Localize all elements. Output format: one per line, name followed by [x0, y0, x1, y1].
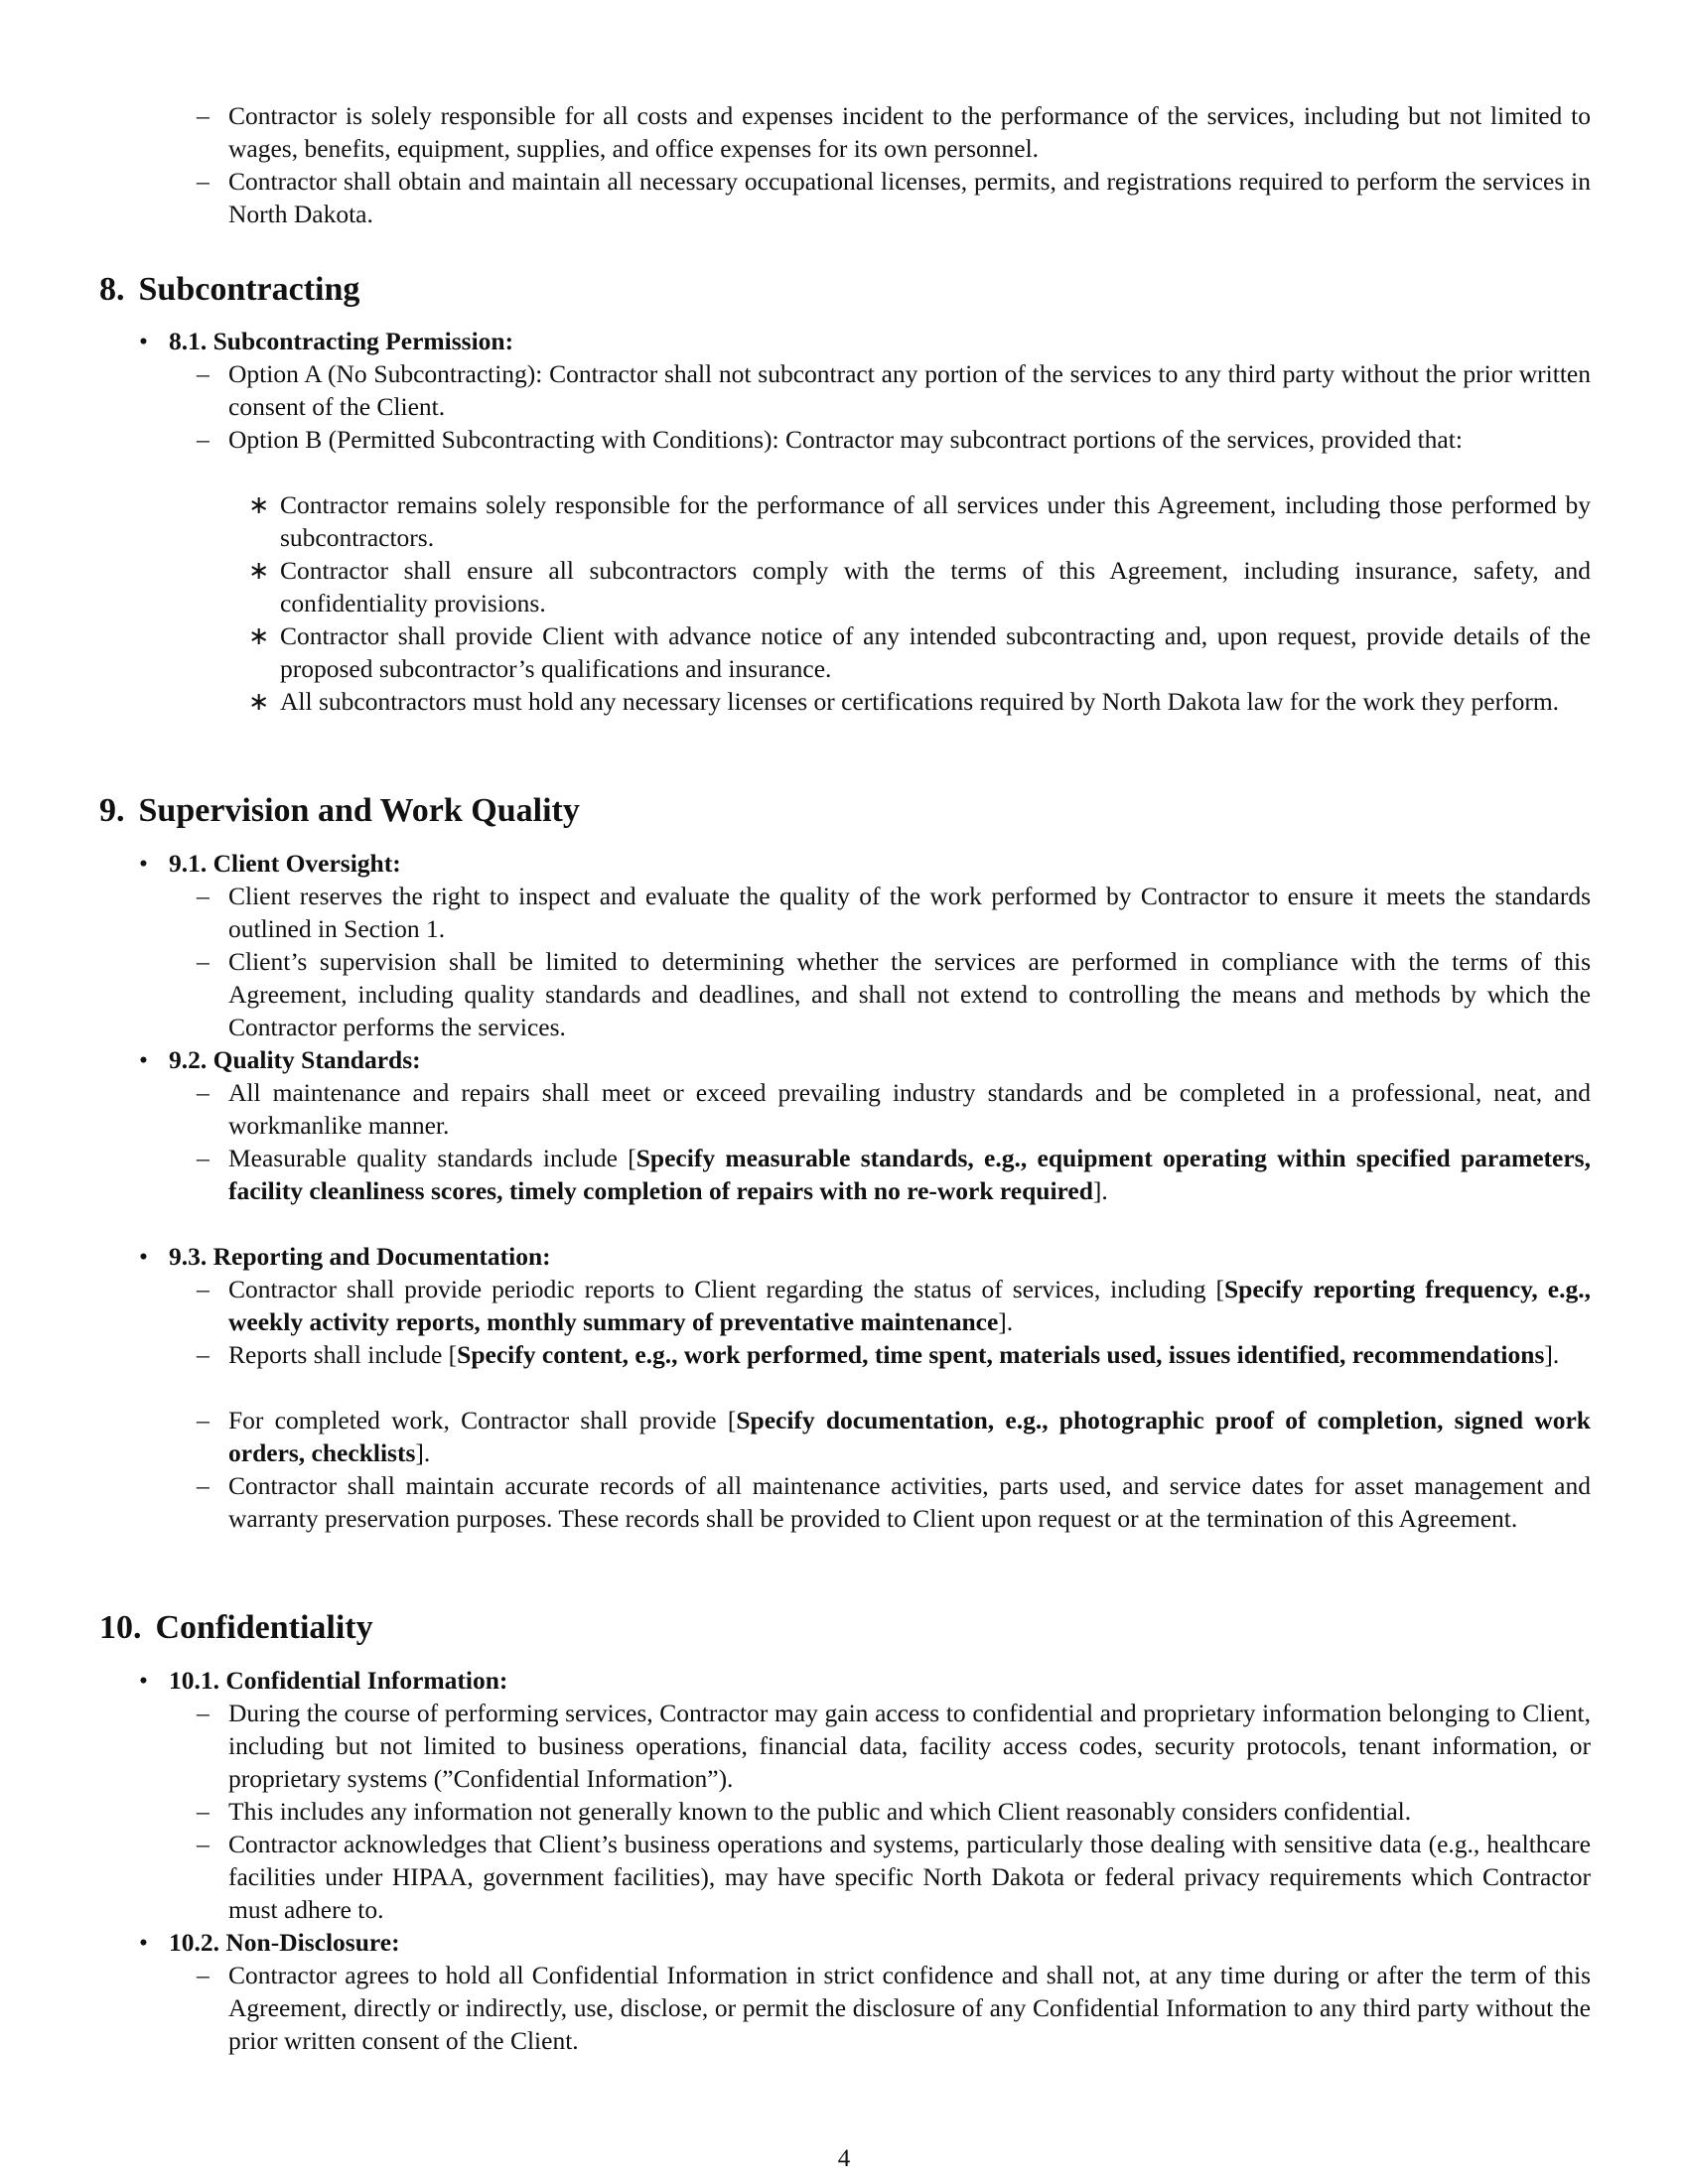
text-run: Reports shall include [	[228, 1340, 458, 1369]
bullet-marker: •	[139, 1242, 148, 1271]
asterisk-marker: ∗	[248, 621, 270, 650]
list-item-text: Contractor is solely responsible for all costs and expenses incident to the performance of the services, including but not limited to wages, benefits, equipment, supplies, and office expenses for its own personnel.	[228, 101, 1591, 163]
dash-marker: –	[197, 1078, 210, 1107]
section-number: 9.	[99, 792, 125, 829]
subsection-label: 9.2. Quality Standards:	[169, 1045, 421, 1074]
dash-marker: –	[197, 1471, 210, 1500]
list-item-text	[228, 1338, 1591, 1371]
list-item-text: All maintenance and repairs shall meet or exceed prevailing industry standards and be completed in a professional, neat, and workmanlike manner.	[228, 1078, 1591, 1140]
list-item-text: Contractor acknowledges that Client’s business operations and systems, particularly those dealing with sensitive data (e.g., healthcare facilities under HIPAA, government facilities), may have specific North Dakota or federal privacy requirements which Contractor must adhere to.	[228, 1830, 1591, 1924]
subsection-label: 8.1. Subcontracting Permission:	[169, 327, 514, 355]
bullet-marker: •	[139, 849, 148, 878]
dash-marker: –	[197, 1830, 210, 1858]
list-item-text: Contractor shall maintain accurate records of all maintenance activities, parts used, and service dates for asset management and warranty preservation purposes. These records shall be provided to Client upon request or at the termination of this Agreement.	[228, 1471, 1591, 1533]
dash-marker: –	[197, 1144, 210, 1172]
list-item-text: Client reserves the right to inspect and evaluate the quality of the work performed by Contractor to ensure it meets the standards outlined in Section 1.	[228, 882, 1591, 943]
dash-marker: –	[197, 947, 210, 976]
list-item-text: Client’s supervision shall be limited to determining whether the services are performed in compliance with the terms of this Agreement, including quality standards and deadlines, and shall not extend to controlling the means and methods by which the Contractor performs the services.	[228, 947, 1591, 1041]
section-title: Confidentiality	[155, 1609, 373, 1646]
dash-marker: –	[197, 1961, 210, 1989]
dash-marker: –	[197, 425, 210, 454]
bullet-marker: •	[139, 1928, 148, 1957]
text-run: ].	[998, 1307, 1014, 1336]
dash-marker: –	[197, 359, 210, 388]
placeholder-text: Specify documentation, e.g., photographic proof of completion, signed work orders, checklists	[228, 1406, 1591, 1467]
list-item-text: Contractor shall obtain and maintain all necessary occupational licenses, permits, and registrations required to perform the services in North Dakota.	[228, 167, 1591, 228]
text-run: ].	[1544, 1340, 1560, 1369]
text-run: For completed work, Contractor shall provide [	[228, 1406, 737, 1434]
page-number: 4	[837, 2145, 851, 2172]
list-item-text: All subcontractors must hold any necessary licenses or certifications required by North Dakota law for the work they perform.	[280, 687, 1560, 716]
list-item-text: Contractor remains solely responsible for the performance of all services under this Agreement, including those performed by subcontractors.	[280, 490, 1591, 552]
subsection-label: 9.1. Client Oversight:	[169, 849, 401, 878]
text-run: Measurable quality standards include [	[228, 1144, 636, 1172]
bullet-marker: •	[139, 327, 148, 355]
asterisk-marker: ∗	[248, 556, 270, 585]
section-heading	[99, 270, 359, 310]
list-item-text: During the course of performing services, Contractor may gain access to confidential and proprietary information belonging to Client, including but not limited to business operations, financial data, facility access codes, security protocols, tenant information, or proprietary systems (”Confidential Information”).	[228, 1699, 1591, 1793]
subsection-label: 10.1. Confidential Information:	[169, 1666, 508, 1695]
section-heading	[99, 1608, 373, 1648]
dash-marker: –	[197, 167, 210, 196]
list-item-text	[228, 1404, 1591, 1469]
list-item-text: Option B (Permitted Subcontracting with Conditions): Contractor may subcontract portions of the services, provided that:	[228, 425, 1463, 454]
dash-marker: –	[197, 1340, 210, 1369]
text-run: ].	[1092, 1176, 1108, 1205]
section-number: 10.	[99, 1609, 142, 1646]
bullet-marker: •	[139, 1666, 148, 1695]
bullet-marker: •	[139, 1045, 148, 1074]
asterisk-marker: ∗	[248, 490, 270, 519]
dash-marker: –	[197, 882, 210, 910]
dash-marker: –	[197, 1406, 210, 1434]
dash-marker: –	[197, 1699, 210, 1727]
list-item-text: Contractor shall provide Client with advance notice of any intended subcontracting and, upon request, provide details of the proposed subcontractor’s qualifications and insurance.	[280, 621, 1591, 683]
list-item-text	[228, 1273, 1591, 1338]
dash-marker: –	[197, 1275, 210, 1303]
subsection-label: 10.2. Non-Disclosure:	[169, 1928, 400, 1957]
section-title: Supervision and Work Quality	[138, 792, 580, 829]
section-title: Subcontracting	[138, 271, 360, 308]
subsection-label: 9.3. Reporting and Documentation:	[169, 1242, 551, 1271]
placeholder-text: Specify content, e.g., work performed, time spent, materials used, issues identified, recommendations	[457, 1340, 1545, 1369]
list-item-text: Contractor agrees to hold all Confidential Information in strict confidence and shall not, at any time during or after the term of this Agreement, directly or indirectly, use, disclose, or permit the disclosure of any Confidential Information to any third party without the prior written consent of the Client.	[228, 1961, 1591, 2055]
list-item-text: Option A (No Subcontracting): Contractor shall not subcontract any portion of the services to any third party without the prior written consent of the Client.	[228, 359, 1591, 421]
asterisk-marker: ∗	[248, 687, 270, 716]
list-item-text: This includes any information not generally known to the public and which Client reasonably considers confidential.	[228, 1797, 1412, 1826]
text-run: ].	[415, 1438, 431, 1467]
section-number: 8.	[99, 271, 125, 308]
dash-marker: –	[197, 1797, 210, 1826]
list-item-text: Contractor shall ensure all subcontractors comply with the terms of this Agreement, including insurance, safety, and confidentiality provisions.	[280, 556, 1591, 617]
dash-marker: –	[197, 101, 210, 130]
text-run: Contractor shall provide periodic reports to Client regarding the status of services, including [	[228, 1275, 1224, 1303]
list-item-text	[228, 1142, 1591, 1207]
section-heading	[99, 791, 580, 831]
placeholder-text: Specify reporting frequency, e.g., weekly activity reports, monthly summary of preventative maintenance	[228, 1275, 1591, 1336]
placeholder-text: Specify measurable standards, e.g., equipment operating within specified parameters, facility cleanliness scores, timely completion of repairs with no re-work required	[228, 1144, 1591, 1205]
